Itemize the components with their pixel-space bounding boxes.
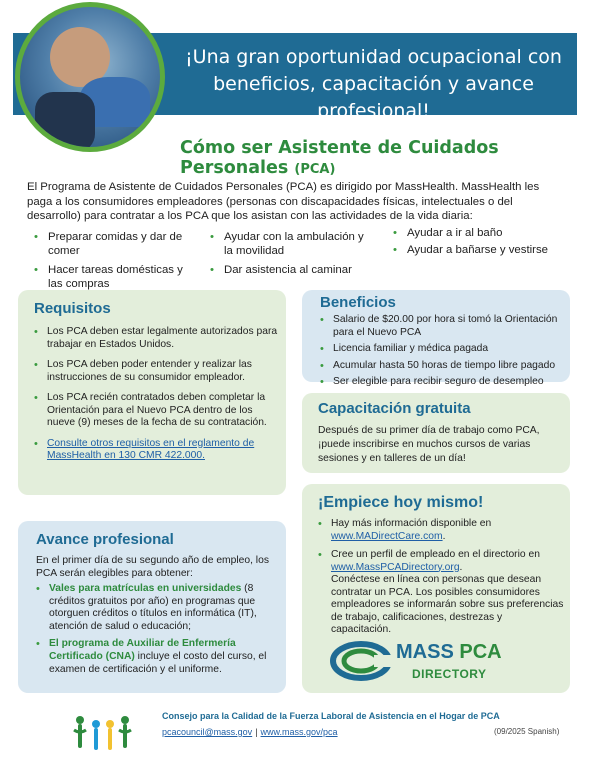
- list-item: • Ayudar con la ambulación y la movilidad: [210, 230, 370, 258]
- footer-contact: pcacouncil@mass.gov | www.mass.gov/pca: [162, 727, 338, 737]
- list-item: • Hay más información disponible en www.MADirectCare.com.: [318, 518, 564, 543]
- intro-paragraph: El Programa de Asistente de Cuidados Personales (PCA) es dirigido por MassHealth. MassHealth les paga a los consumidores empleadores (personas con discapacidades físicas, intelectuales o del desarrollo) para contratar a los PCA que los asistan con las actividades de la vida diaria:: [27, 181, 540, 222]
- list-item: • Ayudar a bañarse y vestirse: [393, 243, 573, 257]
- list-item: • Hacer tareas domésticas y las compras: [34, 263, 184, 291]
- council-name: Consejo para la Calidad de la Fuerza Laboral de Asistencia en el Hogar de PCA: [162, 711, 500, 721]
- list-item: • Vales para matrículas en universidades (8 créditos gratuitos por año) en programas que otorguen créditos o títulos en informática (IT), atención de salud o educación;: [36, 583, 282, 633]
- requisitos-box: [18, 290, 286, 495]
- capacitacion-title: Capacitación gratuita: [318, 400, 471, 417]
- avance-title: Avance profesional: [36, 531, 174, 548]
- list-item: • Acumular hasta 50 horas de tiempo libre pagado: [320, 360, 566, 373]
- beneficios-title: Beneficios: [320, 294, 396, 311]
- website-link[interactable]: www.mass.gov/pca: [260, 727, 338, 737]
- beneficios-box: [302, 290, 570, 387]
- capacitacion-box: [302, 393, 570, 473]
- list-item: • Los PCA deben estar legalmente autorizados para trabajar en Estados Unidos.: [34, 326, 278, 351]
- activity-list-1: [34, 230, 184, 296]
- activity-list-3: [393, 226, 573, 262]
- capacitacion-text: Después de su primer día de trabajo como PCA, ¡puede inscribirse en muchos cursos de varias sesiones y en talleres de un día!: [318, 425, 540, 464]
- requisitos-title: Requisitos: [34, 300, 111, 317]
- list-item: [34, 438, 278, 463]
- document-date: (09/2025 Spanish): [494, 727, 560, 736]
- list-item: • Los PCA deben poder entender y realizar las instrucciones de su consumidor empleador.: [34, 359, 278, 384]
- list-item: • Salario de $20.00 por hora si tomó la Orientación para el Nuevo PCA: [320, 314, 566, 339]
- caregiver-photo: [15, 2, 165, 152]
- madirectcare-link[interactable]: www.MADirectCare.com: [331, 530, 443, 542]
- list-item: • Licencia familiar y médica pagada: [320, 343, 566, 356]
- masspcadirectory-link[interactable]: www.MassPCADirectory.org: [331, 561, 460, 573]
- requisitos-list: [34, 326, 278, 463]
- email-link[interactable]: pcacouncil@mass.gov: [162, 727, 253, 737]
- activity-list-2: [210, 230, 370, 282]
- list-item: • Preparar comidas y dar de comer: [34, 230, 184, 258]
- logo-directory-text: DIRECTORY: [412, 667, 487, 681]
- page-title: Cómo ser Asistente de Cuidados Personales (PCA): [180, 138, 499, 178]
- empiece-title: ¡Empiece hoy mismo!: [318, 494, 484, 511]
- empiece-description: Conéctese en línea con personas que desean contratar un PCA. Los posibles consumidores empleadores se informarán sobre sus preferencias de trabajo, calificaciones, destrezas y capacitación.: [331, 574, 564, 635]
- list-item: • Ser elegible para recibir seguro de desempleo: [320, 376, 566, 389]
- list-item: • Cree un perfil de empleado en el directorio en www.MassPCADirectory.org. Conéctese en línea con personas que desean contratar un PCA. Los posibles consumidores empleadores se informarán sobre sus preferencias de trabajo, calificaciones, destrezas y capacitación.: [318, 549, 564, 637]
- avance-box: [18, 521, 286, 693]
- list-item: • Los PCA recién contratados deben completar la Orientación para el Nuevo PCA dentro de los nueve (9) meses de la fecha de su contratación.: [34, 392, 278, 430]
- list-item: • Dar asistencia al caminar: [210, 263, 370, 277]
- list-item: • El programa de Auxiliar de Enfermería Certificado (CNA) incluye el costo del curso, el examen de certificación y el uniforme.: [36, 638, 282, 676]
- avance-intro: En el primer día de su segundo año de empleo, los PCA serán elegibles para obtener:: [36, 555, 269, 579]
- council-people-logo-icon: [72, 712, 134, 752]
- logo-wordmark: MASS PCA: [396, 641, 502, 663]
- list-item: • Ayudar a ir al baño: [393, 226, 573, 240]
- banner-headline: ¡Una gran oportunidad ocupacional con beneficios, capacitación y avance profesional!: [185, 46, 562, 122]
- reglamento-link[interactable]: Consulte otros requisitos en el reglamento de MassHealth en 130 CMR 422.000.: [47, 437, 255, 461]
- avance-list: [36, 583, 282, 676]
- empiece-list: [318, 518, 564, 637]
- mass-pca-directory-logo-icon: [330, 641, 392, 681]
- beneficios-list: [320, 314, 566, 389]
